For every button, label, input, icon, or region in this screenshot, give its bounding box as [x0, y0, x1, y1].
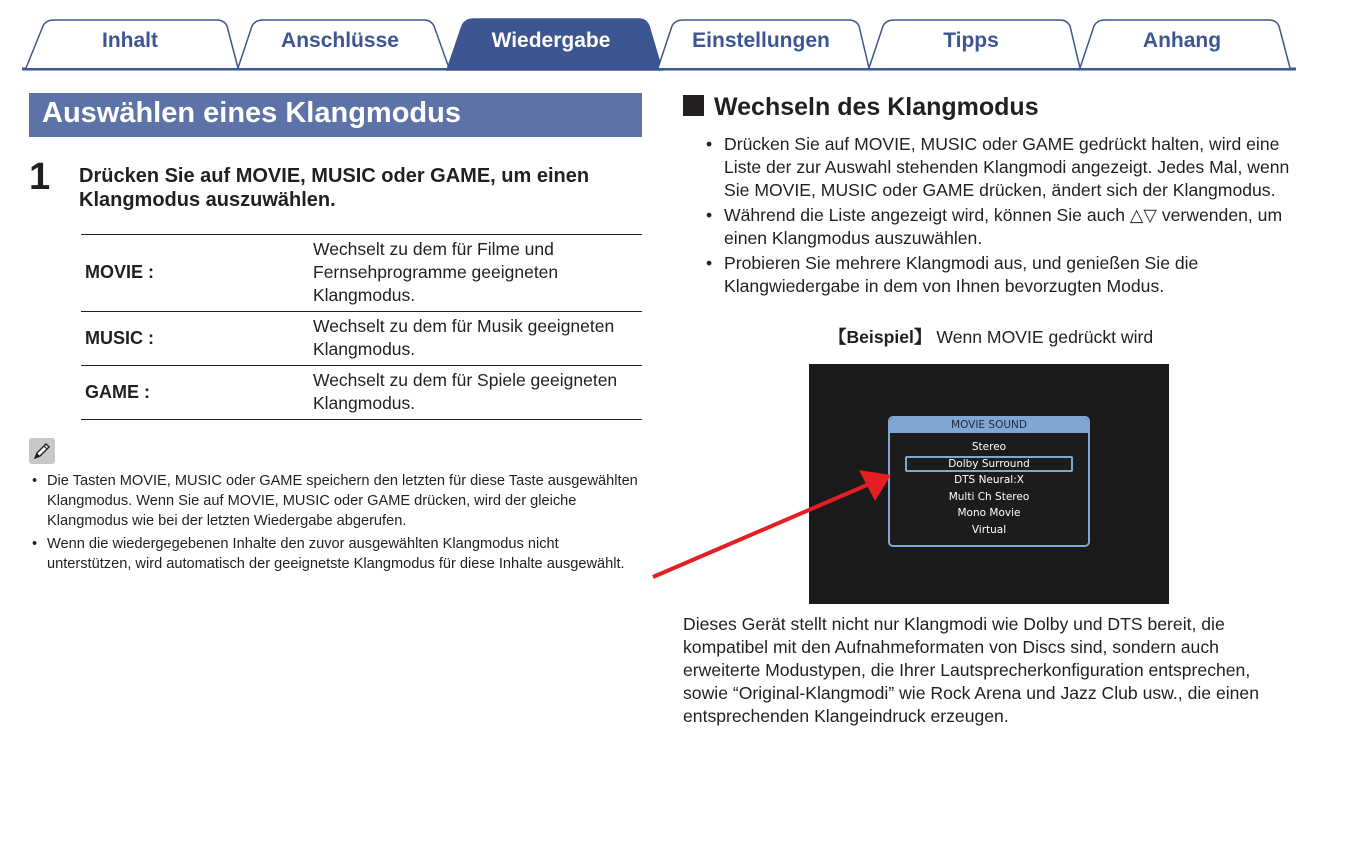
menu-item: Mono Movie [957, 507, 1021, 519]
description-paragraph: Dieses Gerät stellt nicht nur Klangmodi wie Dolby und DTS bereit, die kompatibel mit den Aufnahmeformaten von Discs sind, sondern auch erweiterte Modustypen, die Ihrer Lautsprecherkonfiguration entsprechen, sowie “Original-Klangmodi” wie Rock Arena und Jazz Club usw., die einen entsprechenden Klangeindruck erzeugen. [683, 614, 1259, 726]
mode-name: MOVIE : [81, 235, 309, 312]
menu-item: Virtual [971, 523, 1007, 536]
menu-item: Stereo [971, 441, 1007, 453]
tab-einstellungen[interactable]: Einstellungen [692, 29, 830, 52]
example-caption [683, 326, 1299, 348]
menu-list [890, 433, 1088, 538]
list-item: • Wenn die wiedergegebenen Inhalte den zuvor ausgewählten Klangmodus nicht unterstützen, wird automatisch der geeignetste Klangmodus für diese Inhalte ausgewählt. [29, 534, 644, 574]
mode-description: Wechselt zu dem für Spiele geeigneten Klangmodus. [309, 366, 642, 420]
list-item: • Die Tasten MOVIE, MUSIC oder GAME speichern den letzten für diese Taste ausgewählten Klangmodus. Wenn Sie auf MOVIE, MUSIC oder GAME drücken, wird der gleiche Klangmodus wie bei der letzten Wiedergabe abgerufen. [29, 471, 644, 531]
table-row [81, 312, 642, 366]
menu-title: MOVIE SOUND [890, 418, 1088, 433]
subsection-heading-text: Wechseln des Klangmodus [714, 93, 1039, 121]
mode-name: MUSIC : [81, 312, 309, 366]
list-item: • Drücken Sie auf MOVIE, MUSIC oder GAME gedrückt halten, wird eine Liste der zur Auswahl stehenden Klangmodi angezeigt. Jedes Mal, wenn Sie MOVIE, MUSIC oder GAME drücken, ändert sich der Klangmodus. [704, 133, 1299, 202]
note-list [29, 471, 644, 577]
list-item: • Probieren Sie mehrere Klangmodi aus, und genießen Sie die Klangwiedergabe in dem von Ihnen bevorzugten Modus. [704, 252, 1299, 298]
mode-description: Wechselt zu dem für Musik geeigneten Klangmodus. [309, 312, 642, 366]
mode-name: GAME : [81, 366, 309, 420]
tab-anhang[interactable]: Anhang [1142, 29, 1222, 52]
tab-anschluesse[interactable]: Anschlüsse [281, 29, 399, 52]
bullet-list [704, 133, 1299, 300]
list-item: • Während die Liste angezeigt wird, können Sie auch △▽ verwenden, um einen Klangmodus auszuwählen. [704, 204, 1299, 250]
step-instruction: Drücken Sie auf MOVIE, MUSIC oder GAME, um einen Klangmodus auszuwählen. [79, 165, 590, 211]
menu-item: Multi Ch Stereo [948, 490, 1030, 503]
table-row [81, 235, 642, 312]
mode-table [81, 234, 642, 420]
tab-inhalt[interactable]: Inhalt [102, 29, 158, 52]
subsection-heading [683, 92, 1039, 122]
menu-item: DTS Neural:X [954, 474, 1024, 486]
step-number: 1 [29, 156, 51, 198]
example-text: Wenn MOVIE gedrückt wird [931, 327, 1154, 347]
tab-bar [0, 0, 1359, 75]
pencil-icon [29, 438, 55, 464]
tab-tipps[interactable]: Tipps [943, 29, 999, 52]
mode-description: Wechselt zu dem für Filme und Fernsehprogramme geeigneten Klangmodus. [309, 235, 642, 312]
square-bullet-icon [683, 95, 704, 116]
tab-wiedergabe[interactable]: Wiedergabe [491, 29, 611, 52]
section-title: Auswählen eines Klangmodus [29, 93, 642, 137]
table-row [81, 366, 642, 420]
example-label: 【Beispiel】 [828, 327, 932, 347]
sound-mode-menu [888, 416, 1090, 547]
menu-item-selected: Dolby Surround [905, 456, 1073, 473]
pointer-arrow-icon [645, 465, 905, 585]
